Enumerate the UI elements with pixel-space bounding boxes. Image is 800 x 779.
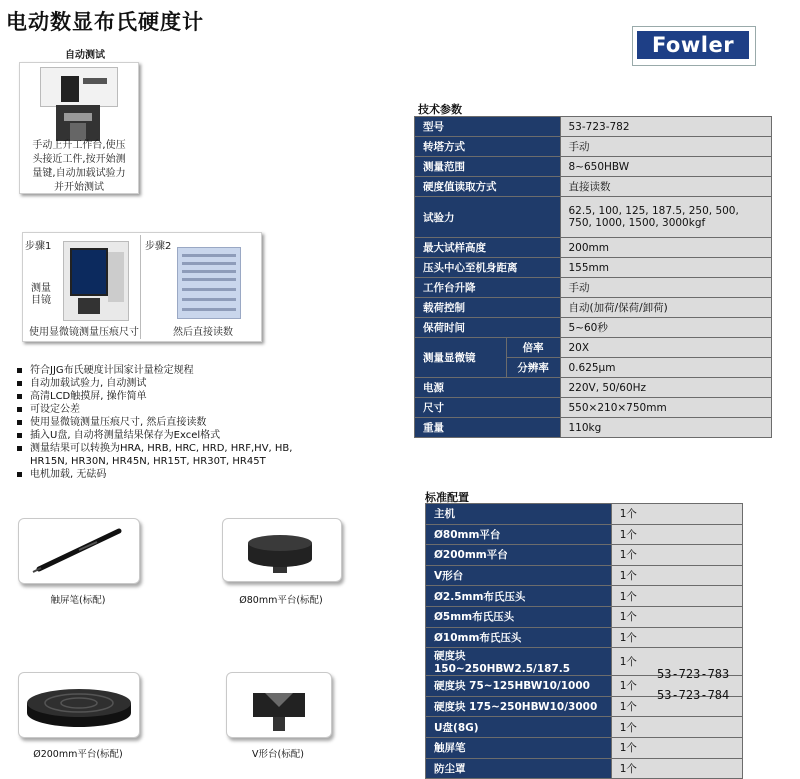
step2-caption: 然后直接读数 bbox=[173, 327, 233, 338]
spec-subkey: 倍率 bbox=[506, 338, 560, 358]
config-qty: 1个 bbox=[611, 676, 742, 697]
stylus-pen-icon bbox=[19, 519, 139, 583]
machine-stage-image bbox=[56, 105, 100, 141]
spec-value: 5~60秒 bbox=[560, 318, 772, 338]
spec-key: 重量 bbox=[415, 418, 561, 438]
spec-key: 转塔方式 bbox=[415, 137, 561, 157]
config-qty: 1个 bbox=[611, 627, 742, 648]
config-part-number: 53-723-783 bbox=[657, 667, 730, 681]
config-item: 防尘罩 bbox=[426, 758, 612, 779]
accessory-card bbox=[18, 672, 140, 738]
brand-logo bbox=[632, 26, 756, 66]
page-title: 电动数显布氏硬度计 bbox=[6, 10, 204, 34]
config-part-number: 53-723-784 bbox=[657, 688, 730, 702]
config-qty: 1个 bbox=[611, 717, 742, 738]
spec-value: 62.5, 100, 125, 187.5, 250, 500, 750, 1000, 1500, 3000kgf bbox=[560, 197, 772, 238]
flat-anvil-200-icon bbox=[19, 673, 139, 737]
specs-heading: 技术参数 bbox=[418, 103, 462, 116]
spec-value: 手动 bbox=[560, 278, 772, 298]
spec-key: 型号 bbox=[415, 117, 561, 137]
software-screen-image bbox=[177, 247, 241, 319]
feature-item: 高清LCD触摸屏, 操作简单 bbox=[14, 390, 344, 403]
table-row bbox=[426, 627, 743, 648]
accessory-caption: Ø200mm平台(标配) bbox=[33, 749, 123, 760]
logo-text: Fowler bbox=[637, 31, 749, 59]
config-item: Ø5mm布氏压头 bbox=[426, 606, 612, 627]
config-qty: 1个 bbox=[611, 648, 742, 676]
config-item: 硬度块 175~250HBW10/3000 bbox=[426, 696, 612, 717]
config-item: U盘(8G) bbox=[426, 717, 612, 738]
config-item: 主机 bbox=[426, 504, 612, 525]
machine-screen-image bbox=[63, 241, 129, 321]
table-row bbox=[426, 504, 743, 525]
spec-key: 硬度值读取方式 bbox=[415, 177, 561, 197]
v-anvil-icon bbox=[227, 673, 331, 737]
table-row bbox=[415, 258, 772, 278]
spec-key: 压头中心至机身距离 bbox=[415, 258, 561, 278]
feature-item: 符合JJG布氏硬度计国家计量检定规程 bbox=[14, 364, 344, 377]
spec-value: 自动(加荷/保荷/卸荷) bbox=[560, 298, 772, 318]
spec-value: 550×210×750mm bbox=[560, 398, 772, 418]
accessory-caption: 触屏笔(标配) bbox=[50, 595, 106, 606]
table-row bbox=[415, 238, 772, 258]
spec-value: 155mm bbox=[560, 258, 772, 278]
accessory-caption: V形台(标配) bbox=[252, 749, 304, 760]
accessory-card bbox=[222, 518, 342, 582]
table-row bbox=[415, 338, 772, 358]
table-row bbox=[426, 737, 743, 758]
feature-item-continued: HR15N, HR30N, HR45N, HR15T, HR30T, HR45T bbox=[30, 456, 266, 467]
step2-label: 步骤2 bbox=[145, 241, 172, 252]
table-row bbox=[415, 157, 772, 177]
config-item: Ø2.5mm布氏压头 bbox=[426, 586, 612, 607]
spec-value: 110kg bbox=[560, 418, 772, 438]
table-row bbox=[415, 318, 772, 338]
feature-item: 使用显微镜测量压痕尺寸, 然后直接读数 bbox=[14, 416, 344, 429]
config-qty: 1个 bbox=[611, 696, 742, 717]
features-list bbox=[14, 364, 344, 481]
table-row bbox=[426, 606, 743, 627]
spec-key: 工作台升降 bbox=[415, 278, 561, 298]
spec-value: 200mm bbox=[560, 238, 772, 258]
table-row bbox=[415, 298, 772, 318]
config-item: Ø10mm布氏压头 bbox=[426, 627, 612, 648]
auto-test-description: 手动上升工作台,使压 头接近工件,按开始测 量键,自动加载试验力 并开始测试 bbox=[32, 140, 126, 193]
config-qty: 1个 bbox=[611, 565, 742, 586]
table-row bbox=[415, 398, 772, 418]
feature-item: 测量结果可以转换为HRA, HRB, HRC, HRD, HRF,HV, HB, bbox=[14, 442, 344, 455]
table-row bbox=[415, 117, 772, 137]
flat-anvil-80-icon bbox=[223, 519, 341, 581]
table-row bbox=[426, 565, 743, 586]
steps-panel bbox=[22, 232, 262, 342]
table-row bbox=[426, 524, 743, 545]
spec-value: 直接读数 bbox=[560, 177, 772, 197]
feature-item: 可设定公差 bbox=[14, 403, 344, 416]
config-heading: 标准配置 bbox=[425, 491, 469, 504]
accessory-caption: Ø80mm平台(标配) bbox=[239, 595, 323, 606]
eyepiece-label: 测量 目镜 bbox=[31, 283, 51, 306]
config-qty: 1个 bbox=[611, 545, 742, 566]
table-row bbox=[415, 177, 772, 197]
auto-test-label: 自动测试 bbox=[65, 50, 105, 61]
spec-value: 220V, 50/60Hz bbox=[560, 378, 772, 398]
step1-label: 步骤1 bbox=[25, 241, 52, 252]
spec-key: 尺寸 bbox=[415, 398, 561, 418]
feature-item: 电机加载, 无砝码 bbox=[14, 468, 344, 481]
spec-key: 保荷时间 bbox=[415, 318, 561, 338]
machine-head-image bbox=[40, 67, 118, 107]
spec-value: 0.625μm bbox=[560, 358, 772, 378]
table-row bbox=[415, 137, 772, 157]
step1-caption: 使用显微镜测量压痕尺寸 bbox=[29, 327, 139, 338]
config-qty: 1个 bbox=[611, 524, 742, 545]
config-item: 硬度块 75~125HBW10/1000 bbox=[426, 676, 612, 697]
accessory-card bbox=[226, 672, 332, 738]
config-qty: 1个 bbox=[611, 606, 742, 627]
config-qty: 1个 bbox=[611, 737, 742, 758]
table-row bbox=[415, 378, 772, 398]
spec-key: 电源 bbox=[415, 378, 561, 398]
spec-subkey: 分辨率 bbox=[506, 358, 560, 378]
config-table bbox=[425, 503, 743, 779]
table-row bbox=[415, 197, 772, 238]
table-row bbox=[415, 418, 772, 438]
config-qty: 1个 bbox=[611, 586, 742, 607]
spec-value: 手动 bbox=[560, 137, 772, 157]
spec-key: 载荷控制 bbox=[415, 298, 561, 318]
config-item: 触屏笔 bbox=[426, 737, 612, 758]
table-row bbox=[426, 586, 743, 607]
config-item: 硬度块 150~250HBW2.5/187.5 bbox=[426, 648, 612, 676]
feature-item: 自动加载试验力, 自动测试 bbox=[14, 377, 344, 390]
config-qty: 1个 bbox=[611, 758, 742, 779]
spec-key: 测量范围 bbox=[415, 157, 561, 177]
spec-value: 8~650HBW bbox=[560, 157, 772, 177]
spec-value: 53-723-782 bbox=[560, 117, 772, 137]
table-row bbox=[426, 717, 743, 738]
spec-key: 试验力 bbox=[415, 197, 561, 238]
spec-key: 测量显微镜 bbox=[415, 338, 507, 378]
feature-item: 插入U盘, 自动将测量结果保存为Excel格式 bbox=[14, 429, 344, 442]
config-item: Ø80mm平台 bbox=[426, 524, 612, 545]
specs-table bbox=[414, 116, 772, 438]
config-qty: 1个 bbox=[611, 504, 742, 525]
spec-value: 20X bbox=[560, 338, 772, 358]
spec-key: 最大试样高度 bbox=[415, 238, 561, 258]
table-row bbox=[415, 278, 772, 298]
table-row bbox=[426, 545, 743, 566]
config-item: V形台 bbox=[426, 565, 612, 586]
auto-test-panel bbox=[19, 62, 139, 194]
config-item: Ø200mm平台 bbox=[426, 545, 612, 566]
accessory-card bbox=[18, 518, 140, 584]
